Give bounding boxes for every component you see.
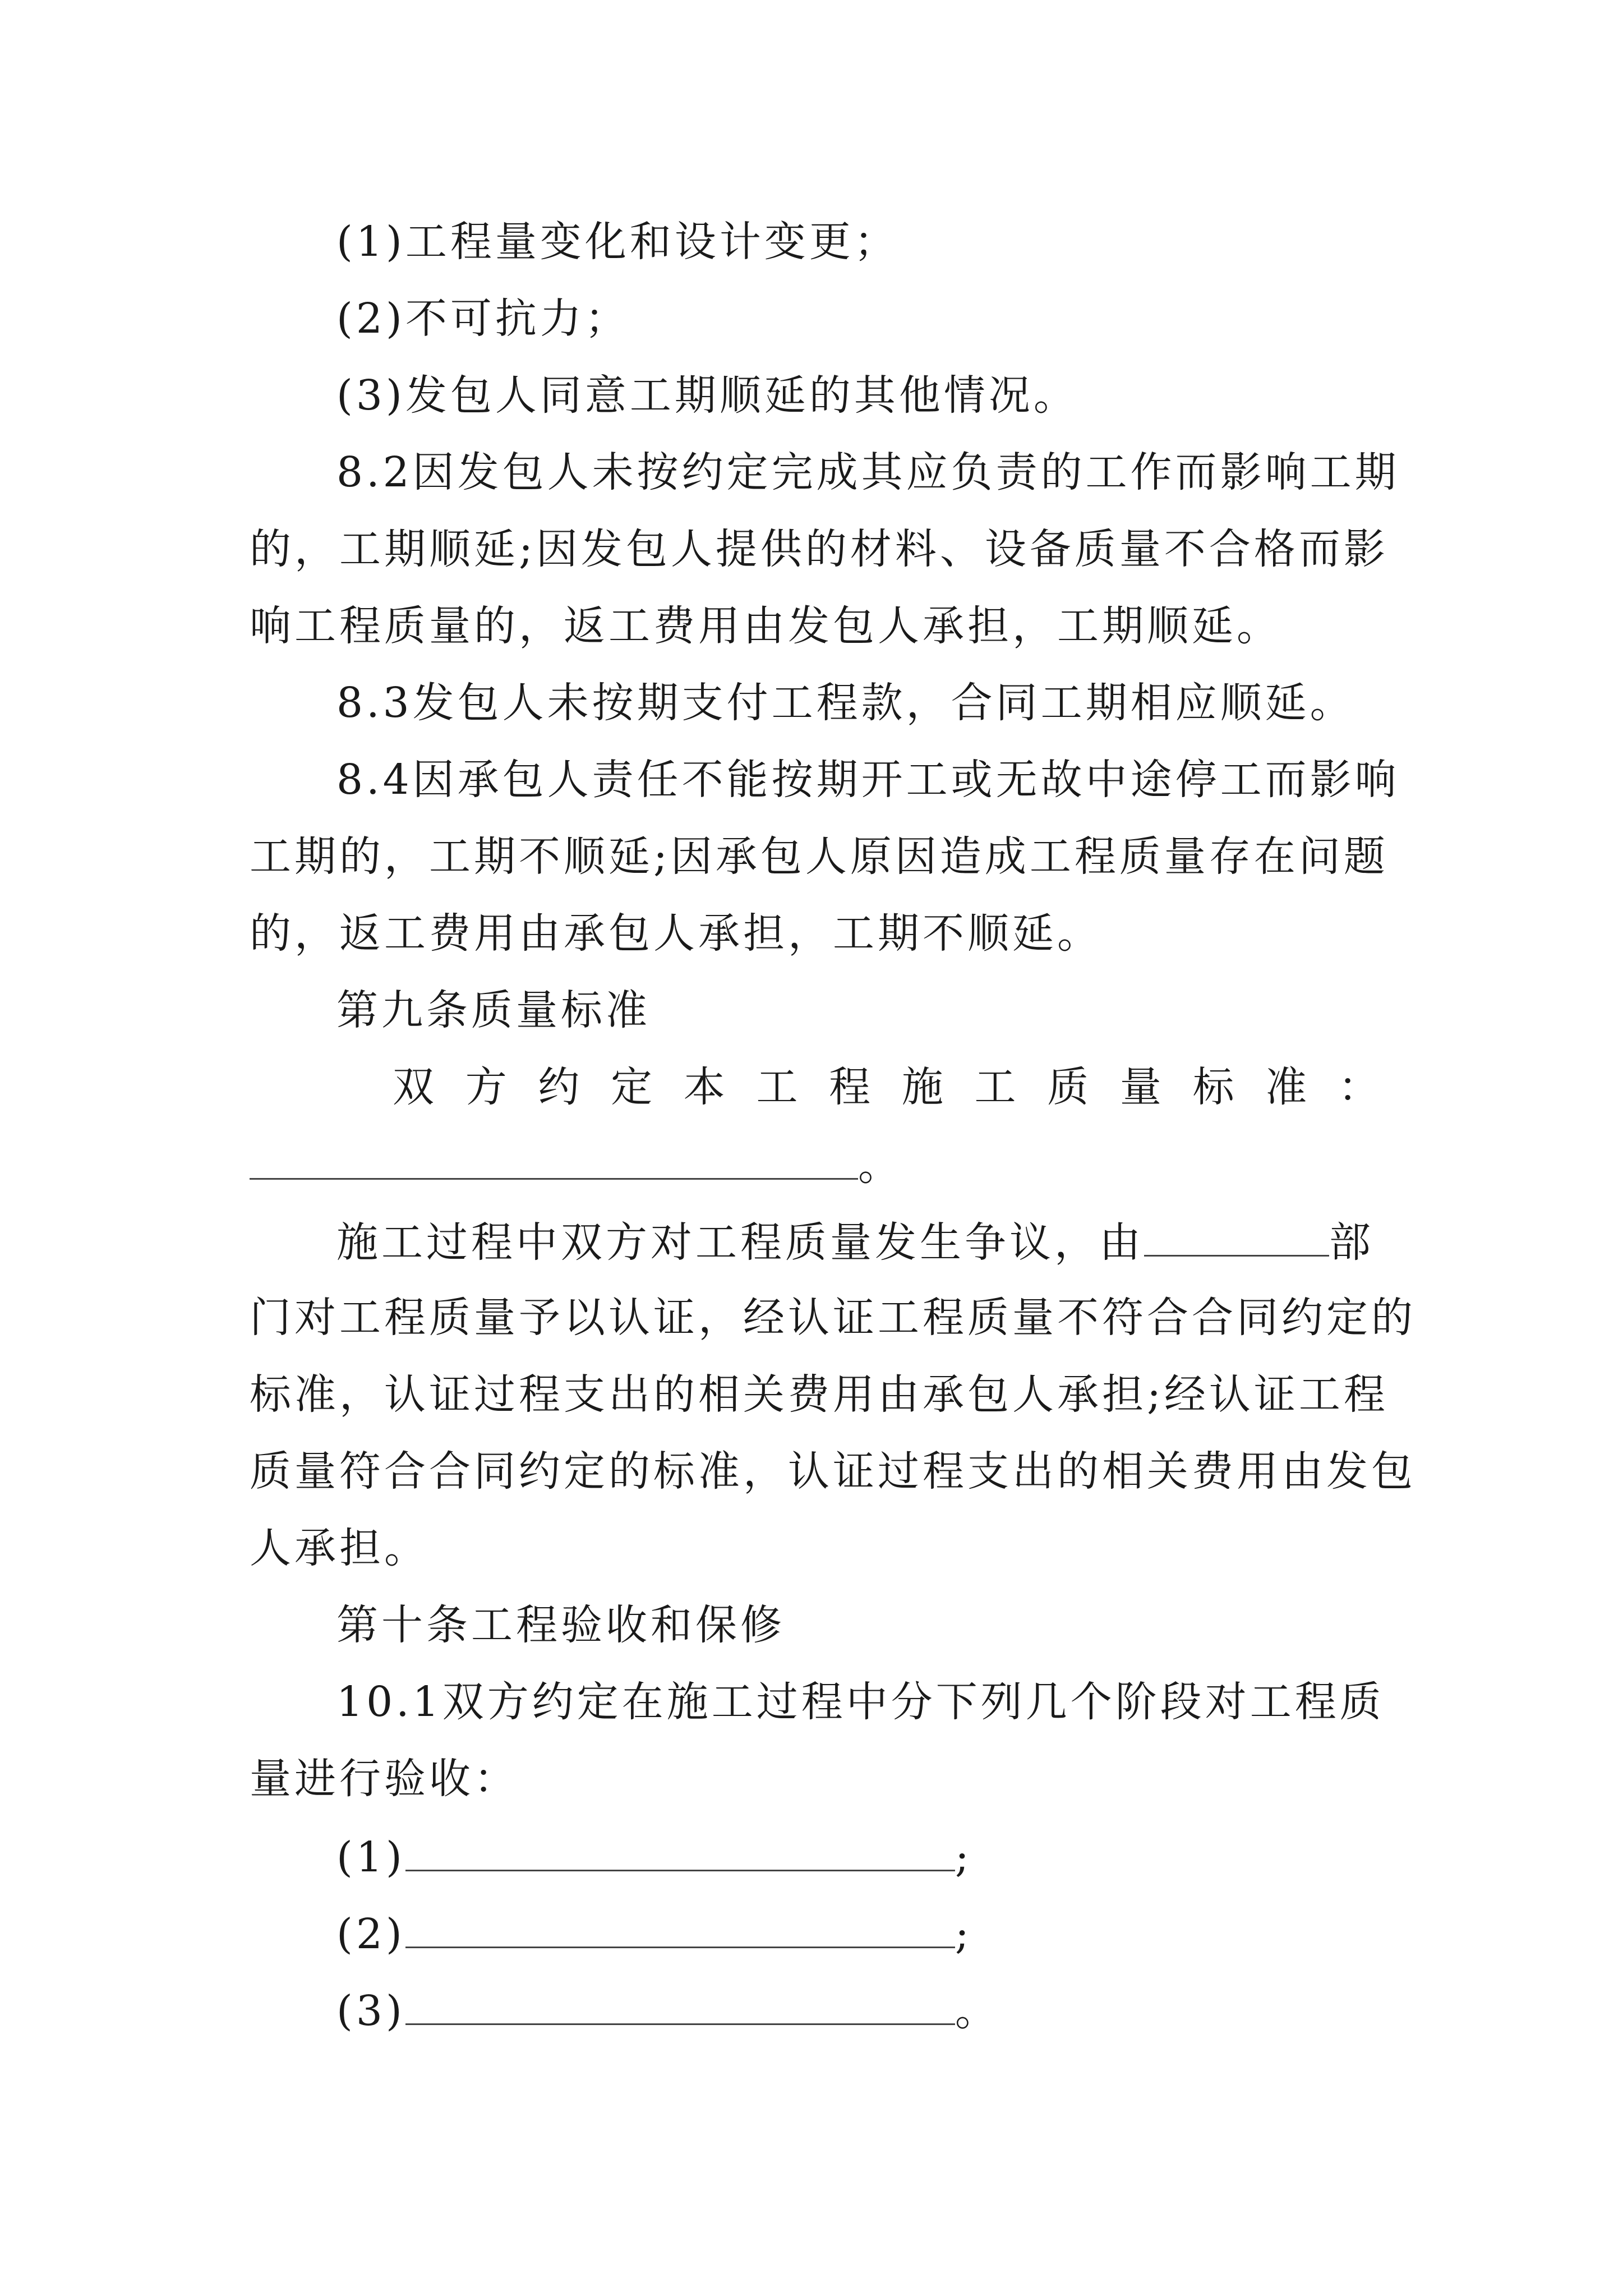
stage-3-line [336,1984,1000,2036]
semicolon: ; [955,1910,972,1958]
stage-1-line [336,1830,972,1883]
article-10-heading: 第十条工程验收和保修 [336,1601,785,1649]
spread-char: 方 [465,1063,507,1111]
spread-char: 工 [756,1063,798,1111]
clause-8-2-line-2: 的，工期顺延;因发包人提供的材料、设备质量不合格而影 [250,525,1389,573]
spread-char: 定 [611,1063,653,1111]
clause-8-4-line-1: 8.4因承包人责任不能按期开工或无故中途停工而影响 [336,756,1400,804]
dispute-text: 施工过程中双方对工程质量发生争议，由 [336,1218,1144,1267]
dispute-text-end: 部 [1329,1218,1374,1267]
clause-10-1-line-1: 10.1双方约定在施工过程中分下列几个阶段对工程质 [336,1678,1385,1726]
spread-char: 双 [393,1063,434,1111]
item-2-text: (2)不可抗力； [336,295,630,343]
dispute-line-5: 人承担。 [250,1524,429,1572]
spread-char: 施 [901,1063,943,1111]
stage-1-blank[interactable] [405,1830,955,1871]
clause-8-3: 8.3发包人未按期支付工程款，合同工期相应顺延。 [336,679,1355,727]
quality-standard-blank-line [250,1139,903,1191]
spread-char: 准 [1265,1063,1307,1111]
clause-8-2-line-1: 8.2因发包人未按约定完成其应负责的工作而影响工期 [336,448,1400,496]
stage-1-label: (1) [336,1833,405,1881]
dispute-line-1 [336,1216,1374,1268]
stage-2-blank[interactable] [405,1907,955,1948]
spread-char: 工 [974,1063,1016,1111]
period: 。 [858,1142,903,1190]
clause-8-2-line-3: 响工程质量的，返工费用由发包人承担，工期顺延。 [250,602,1281,650]
stage-2-label: (2) [336,1910,405,1958]
dispute-department-blank[interactable] [1144,1216,1329,1257]
stage-3-blank[interactable] [405,1984,955,2025]
spread-char: 量 [1119,1063,1161,1111]
spread-char: 质 [1047,1063,1089,1111]
quality-standard-line [393,1062,1380,1112]
period: 。 [955,1987,1000,2035]
spread-char: 本 [683,1063,725,1111]
quality-standard-blank[interactable] [250,1139,858,1180]
spread-char: 标 [1192,1063,1234,1111]
clause-8-4-line-3: 的，返工费用由承包人承担，工期不顺延。 [250,909,1102,958]
stage-2-line [336,1907,972,1959]
clause-10-1-line-2: 量进行验收： [250,1755,519,1803]
clause-8-4-line-2: 工期的，工期不顺延;因承包人原因造成工程质量存在问题 [250,832,1389,881]
spread-char: 约 [538,1063,580,1111]
dispute-line-2: 门对工程质量予以认证，经认证工程质量不符合合同约定的 [250,1294,1416,1342]
spread-char: 程 [829,1063,871,1111]
semicolon: ; [955,1833,972,1881]
item-1-text: (1)工程量变化和设计变更； [336,218,899,266]
article-9-heading: 第九条质量标准 [336,986,651,1034]
stage-3-label: (3) [336,1987,405,2035]
dispute-line-4: 质量符合合同约定的标准，认证过程支出的相关费用由发包 [250,1447,1416,1496]
dispute-line-3: 标准，认证过程支出的相关费用由承包人承担;经认证工程 [250,1370,1389,1419]
spread-char: ： [1338,1063,1380,1111]
item-3-text: (3)发包人同意工期顺延的其他情况。 [336,371,1078,420]
